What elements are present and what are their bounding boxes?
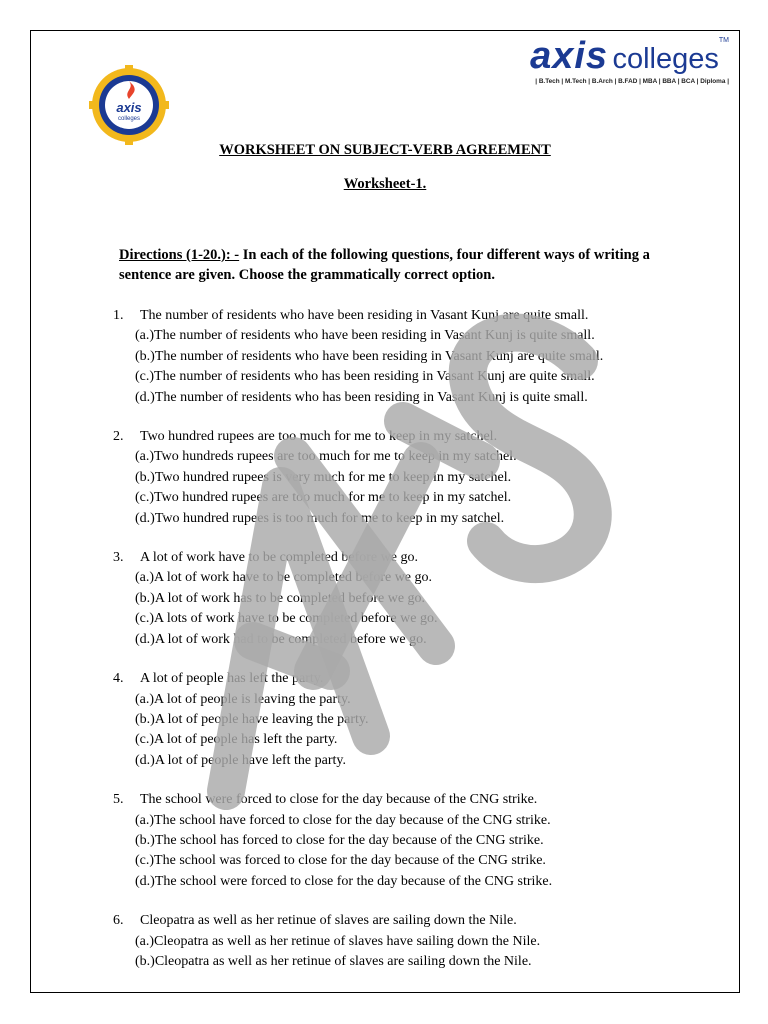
option-label: (b.) xyxy=(135,953,155,969)
option-label: (d.) xyxy=(135,631,155,647)
option-text: A lot of work have to be completed before we go. xyxy=(154,570,433,586)
answer-option xyxy=(113,388,723,408)
seal-word: axis xyxy=(116,100,142,115)
option-label: (b.) xyxy=(135,348,155,364)
option-text: A lot of people have leaving the party. xyxy=(154,711,369,727)
answer-option xyxy=(113,509,723,529)
option-label: (b.) xyxy=(135,711,155,727)
answer-option xyxy=(113,447,723,467)
option-text: Cleopatra as well as her retinue of slaves have sailing down the Nile. xyxy=(154,933,541,949)
axis-seal-logo xyxy=(89,65,169,145)
option-label: (a.) xyxy=(135,933,155,949)
option-text: Two hundred rupees is too much for me to keep in my satchel. xyxy=(154,510,505,526)
answer-option xyxy=(113,690,723,710)
question-list xyxy=(113,306,723,991)
question-stem: The number of residents who have been residing in Vasant Kunj are quite small. xyxy=(140,308,589,323)
option-text: A lot of people is leaving the party. xyxy=(154,691,351,707)
worksheet-title: WORKSHEET ON SUBJECT-VERB AGREEMENT xyxy=(219,142,551,158)
option-label: (d.) xyxy=(135,389,155,405)
option-label: (b.) xyxy=(135,469,155,485)
question-stem: The school were forced to close for the day because of the CNG strike. xyxy=(140,792,538,808)
option-text: Two hundred rupees are too much for me to keep in my satchel. xyxy=(154,490,512,506)
answer-option xyxy=(113,630,723,650)
option-label: (d.) xyxy=(135,752,155,768)
question-number: 1. xyxy=(113,308,124,323)
option-text: The school have forced to close for the day because of the CNG strike. xyxy=(154,812,551,828)
option-text: A lot of people have left the party. xyxy=(154,752,346,768)
option-text: Cleopatra as well as her retinue of slaves are sailing down the Nile. xyxy=(154,953,532,969)
option-text: A lot of work had to be completed before we go. xyxy=(154,631,427,647)
option-text: The school were forced to close for the day because of the CNG strike. xyxy=(154,873,553,889)
directions-lead: Directions (1-20.): - xyxy=(119,247,240,263)
question-stem: Cleopatra as well as her retinue of slaves are sailing down the Nile. xyxy=(140,913,517,929)
option-label: (c.) xyxy=(135,732,155,748)
question-item xyxy=(113,427,723,529)
question-stem: Two hundred rupees are too much for me to keep in my satchel. xyxy=(140,429,498,445)
option-text: The school has forced to close for the day because of the CNG strike. xyxy=(154,832,544,848)
answer-option xyxy=(113,326,723,346)
worksheet-page xyxy=(30,30,740,993)
question-stem: A lot of work have to be completed before we go. xyxy=(140,550,418,566)
answer-option xyxy=(113,952,723,972)
answer-option xyxy=(113,710,723,730)
question-item xyxy=(113,669,723,771)
option-text: A lot of work has to be completed before we go. xyxy=(154,590,426,606)
answer-option xyxy=(113,568,723,588)
option-label: (a.) xyxy=(135,328,155,344)
question-item xyxy=(113,306,723,408)
axis-colleges-wordmark xyxy=(499,37,729,97)
answer-option xyxy=(113,872,723,892)
answer-option xyxy=(113,609,723,629)
answer-option xyxy=(113,811,723,831)
option-label: (c.) xyxy=(135,853,155,869)
question-item xyxy=(113,911,723,972)
answer-option xyxy=(113,932,723,952)
option-text: A lot of people has left the party. xyxy=(154,732,338,748)
option-label: (c.) xyxy=(135,611,155,627)
answer-option xyxy=(113,468,723,488)
directions-text: In each of the following questions, four different ways of writing a sentence are given. Choose the grammatically correct option. xyxy=(119,247,650,283)
option-text: A lots of work have to be completed before we go. xyxy=(154,611,438,627)
option-label: (b.) xyxy=(135,590,155,606)
option-label: (d.) xyxy=(135,510,155,526)
answer-option xyxy=(113,851,723,871)
option-text: The number of residents who has been residing in Vasant Kunj are quite small. xyxy=(154,369,595,385)
question-stem: A lot of people has left the party. xyxy=(140,671,324,687)
answer-option xyxy=(113,751,723,771)
option-label: (b.) xyxy=(135,832,155,848)
option-label: (c.) xyxy=(135,490,155,506)
question-number: 3. xyxy=(113,550,124,566)
worksheet-subtitle: Worksheet-1. xyxy=(343,176,427,192)
option-label: (d.) xyxy=(135,873,155,889)
question-number: 5. xyxy=(113,792,124,808)
option-label: (c.) xyxy=(135,369,155,385)
question-number: 6. xyxy=(113,913,124,929)
brand-colleges-text: colleges xyxy=(612,43,719,75)
option-label: (a.) xyxy=(135,449,155,465)
answer-option xyxy=(113,367,723,387)
directions xyxy=(119,245,699,285)
question-number: 4. xyxy=(113,671,124,687)
seal-subword: colleges xyxy=(117,116,141,122)
question-item xyxy=(113,790,723,892)
brand-trademark: TM xyxy=(718,37,729,44)
answer-option xyxy=(113,831,723,851)
option-label: (a.) xyxy=(135,812,155,828)
answer-option xyxy=(113,589,723,609)
option-text: The number of residents who have been residing in Vasant Kunj is quite small. xyxy=(154,328,595,344)
brand-programs: | B.Tech | M.Tech | B.Arch | B.FAD | MBA | BBA | BCA | Diploma | xyxy=(535,78,729,85)
option-text: The number of residents who have been residing in Vasant Kunj are quite small. xyxy=(154,348,604,364)
question-number: 2. xyxy=(113,429,124,445)
answer-option xyxy=(113,730,723,750)
option-label: (a.) xyxy=(135,570,155,586)
option-label: (a.) xyxy=(135,691,155,707)
brand-axis-text: axis xyxy=(530,35,609,77)
question-item xyxy=(113,548,723,650)
option-text: Two hundred rupees is very much for me to keep in my satchel. xyxy=(154,469,512,485)
option-text: Two hundreds rupees are too much for me to keep in my satchel. xyxy=(154,449,517,465)
answer-option xyxy=(113,347,723,367)
option-text: The number of residents who has been residing in Vasant Kunj is quite small. xyxy=(154,389,588,405)
answer-option xyxy=(113,488,723,508)
option-text: The school was forced to close for the day because of the CNG strike. xyxy=(154,853,546,869)
